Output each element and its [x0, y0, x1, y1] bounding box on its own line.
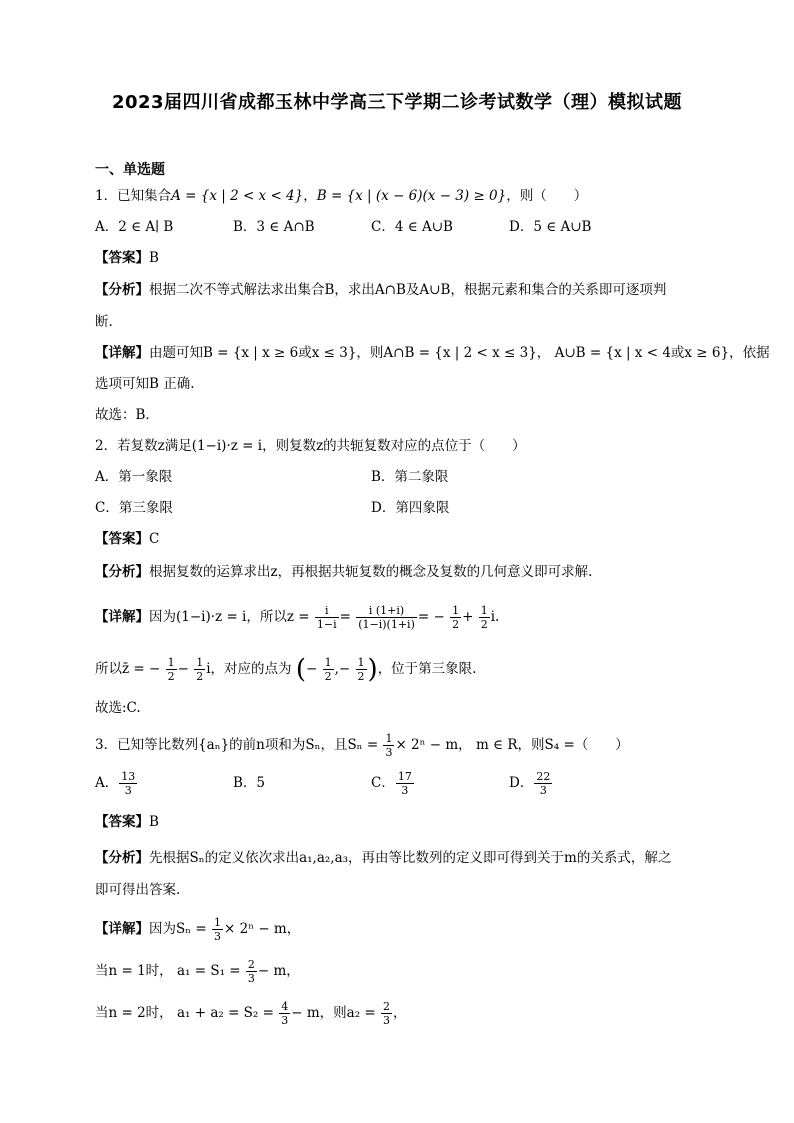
question-3-stem: 3．已知等比数列{aₙ}的前n项和为Sₙ，且Sₙ = $\frac{1}{3}$ × 2ⁿ − m， m ∈ R，则S₄ =（ ） [95, 732, 629, 759]
question-1-answer: 【答案】B [95, 250, 159, 266]
question-1-detail: 【详解】由题可知B = {x | x ≥ 6或x ≤ 3}，则A∩B = {x | 2 < x ≤ 3}， A∪B = {x | x < 4或x ≥ 6}，依据 [95, 345, 770, 361]
question-1-analysis: 【分析】根据二次不等式解法求出集合B，求出A∩B及A∪B，根据元素和集合的关系即可逐项判 [95, 282, 667, 298]
question-2-option-b: B．第二象限 [371, 469, 449, 485]
set-b-definition: B = {x | (x − 6)(x − 3) ≥ 0} [316, 188, 507, 204]
question-3-case-n1: 当n = 1时， a₁ = S₁ = $\frac{2}{3}$ − m， [95, 958, 300, 985]
question-1-conclusion: 故选：B． [95, 407, 159, 423]
question-2-analysis: 【分析】根据复数的运算求出z，再根据共轭复数的概念及复数的几何意义即可求解. [95, 564, 593, 580]
question-3-detail: 【详解】因为Sₙ = $\frac{1}{3}$ × 2ⁿ − m， [95, 916, 301, 943]
question-1-analysis-cont: 断. [95, 314, 113, 330]
fraction: $\frac{1}{2}$ [357, 656, 365, 683]
fraction: $\frac{1}{3}$ [385, 732, 393, 759]
fraction: $\frac{i (1+i)}{(1-i)(1+i)}$ [358, 604, 415, 631]
exam-title: 2023届四川省成都玉林中学高三下学期二诊考试数学（理）模拟试题 [111, 92, 683, 113]
fraction: $\frac{22}{3}$ [536, 770, 551, 797]
question-1-option-d: D．5 ∈ A∪B [509, 219, 592, 235]
question-1-stem: 1．已知集合A = {x | 2 < x < 4}，B = {x | (x − 6)(x − 3) ≥ 0}，则（ ） [95, 188, 588, 204]
question-2-option-a: A．第一象限 [95, 469, 173, 485]
set-a-definition: A = {x | 2 < x < 4} [171, 188, 304, 204]
fraction: $\frac{17}{3}$ [397, 770, 412, 797]
fraction: $\frac{1}{3}$ [214, 916, 221, 943]
question-3-option-d: D． $\frac{22}{3}$ [509, 770, 551, 797]
question-1-option-a: A．2 ∈ A∣ B [95, 219, 174, 235]
question-2-option-c: C．第三象限 [95, 500, 173, 516]
section-heading: 一、单选题 [95, 162, 165, 178]
fraction: $\frac{1}{2}$ [480, 604, 488, 631]
question-2-option-d: D．第四象限 [371, 500, 450, 516]
fraction: $\frac{4}{3}$ [281, 1000, 289, 1027]
question-2-conclusion: 故选:C. [95, 700, 141, 716]
question-3-answer: 【答案】B [95, 814, 159, 830]
question-3-analysis: 【分析】先根据Sₙ的定义依次求出a₁,a₂,a₃，再由等比数列的定义即可得到关于m的关系式，解之 [95, 850, 672, 866]
fraction: $\frac{1}{2}$ [324, 656, 332, 683]
question-2-detail-cont: 所以z̄ = − $\frac{1}{2}$ − $\frac{1}{2}$ i，对应的点为 (− $\frac{1}{2}$ ,− $\frac{1}{2}$ )，位于第三象限. [95, 654, 477, 685]
fraction: $\frac{13}{3}$ [121, 770, 136, 797]
fraction: $\frac{1}{2}$ [167, 656, 175, 683]
question-3-case-n2: 当n = 2时， a₁ + a₂ = S₂ = $\frac{4}{3}$ − m，则a₂ = $\frac{2}{3}$ ， [95, 1000, 407, 1027]
fraction: $\frac{2}{3}$ [247, 958, 255, 985]
question-2-stem: 2．若复数z满足(1−i)·z = i，则复数z的共轭复数对应的点位于（ ） [95, 438, 526, 454]
question-3-analysis-cont: 即可得出答案. [95, 882, 181, 898]
question-2-detail: 【详解】因为(1−i)·z = i，所以z = $\frac{i}{1-i}$ = $\frac{i (1+i)}{(1-i)(1+i)}$ = − $\frac{1}{2}$ + $\frac{1}{2}$ i. [95, 604, 500, 631]
question-1-option-c: C．4 ∈ A∪B [371, 219, 453, 235]
fraction: $\frac{1}{2}$ [196, 656, 204, 683]
question-3-option-b: B．5 [233, 775, 266, 791]
fraction: $\frac{1}{2}$ [452, 604, 460, 631]
question-2-answer: 【答案】C [95, 531, 160, 547]
fraction: $\frac{2}{3}$ [383, 1000, 391, 1027]
fraction: $\frac{i}{1-i}$ [316, 604, 337, 631]
question-3-option-c: C． $\frac{17}{3}$ [371, 770, 412, 797]
question-3-option-a: A． $\frac{13}{3}$ [95, 770, 136, 797]
question-1-detail-cont: 选项可知B 正确. [95, 376, 195, 392]
question-1-option-b: B．3 ∈ A∩B [233, 219, 315, 235]
